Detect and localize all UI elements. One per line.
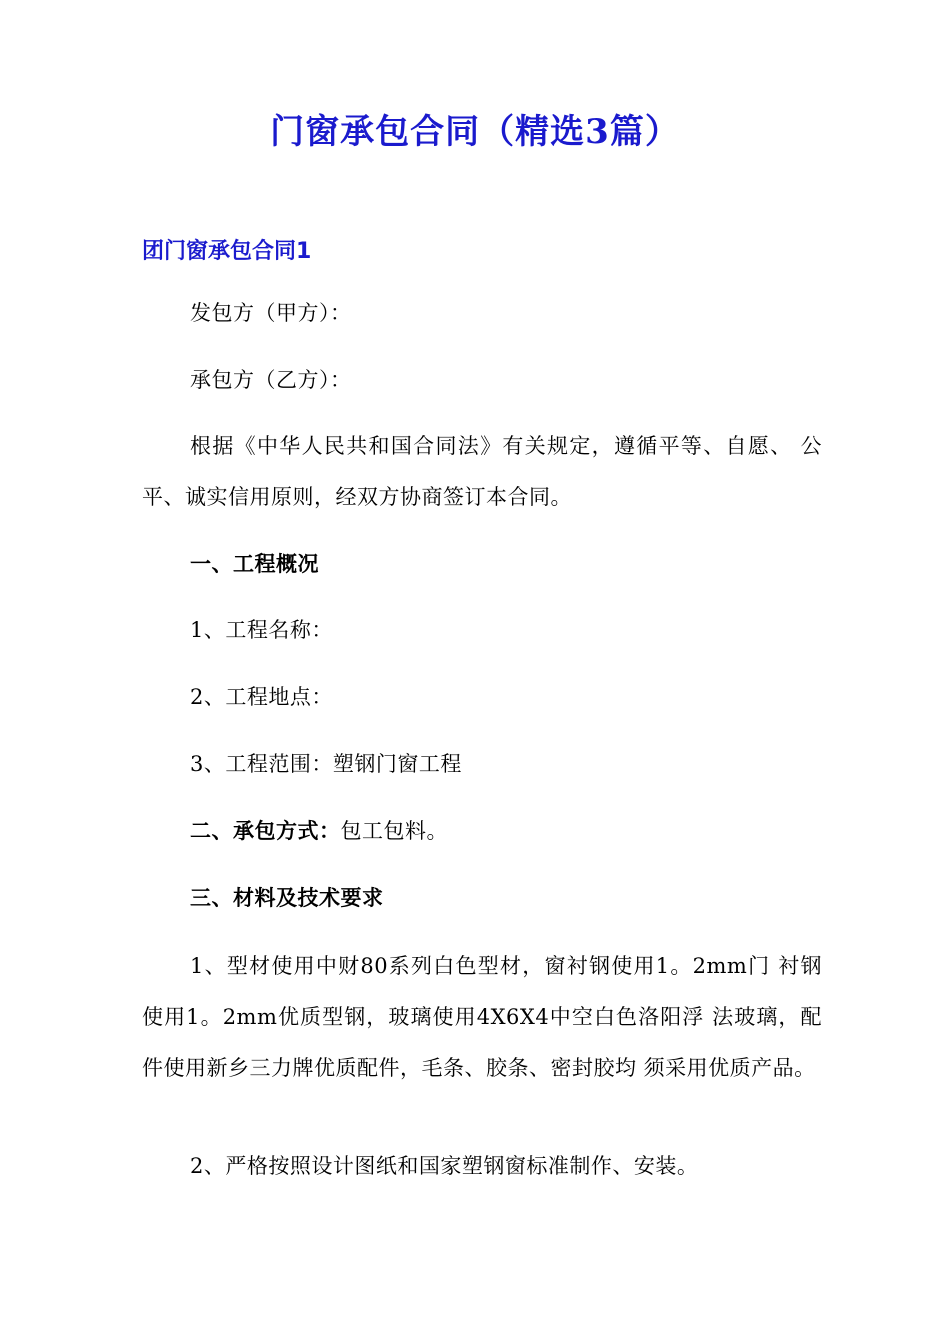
contract-mode-value: 包工包料。	[340, 819, 448, 843]
party-b-line: 承包方（乙方）：	[190, 368, 352, 392]
heading-project-overview: 一、工程概况	[190, 552, 319, 576]
section-heading: 团门窗承包合同1	[142, 239, 312, 264]
party-a-line: 发包方（甲方）：	[190, 301, 352, 325]
item-project-name: 1、工程名称：	[190, 618, 333, 642]
item-project-scope: 3、工程范围：塑钢门窗工程	[190, 752, 462, 776]
item-fabrication-standard: 2、严格按照设计图纸和国家塑钢窗标准制作、安装。	[190, 1154, 699, 1178]
document-title: 门窗承包合同（精选3篇）	[270, 112, 680, 152]
contract-mode-label: 二、承包方式：	[190, 819, 341, 843]
preamble-paragraph: 根据《中华人民共和国合同法》有关规定，遵循平等、自愿、 公平、诚实信用原则，经双方协商签订本合同。	[142, 434, 822, 509]
heading-contract-mode	[142, 806, 822, 857]
item-project-location: 2、工程地点：	[190, 685, 333, 709]
heading-materials: 三、材料及技术要求	[190, 886, 384, 910]
item-materials-spec: 1、型材使用中财80系列白色型材，窗衬钢使用1。2mm门 衬钢使用1。2mm优质型钢，玻璃使用4X6X4中空白色洛阳浮 法玻璃，配件使用新乡三力牌优质配件，毛条、胶条、密封胶均 须采用优质产品。	[142, 954, 822, 1080]
